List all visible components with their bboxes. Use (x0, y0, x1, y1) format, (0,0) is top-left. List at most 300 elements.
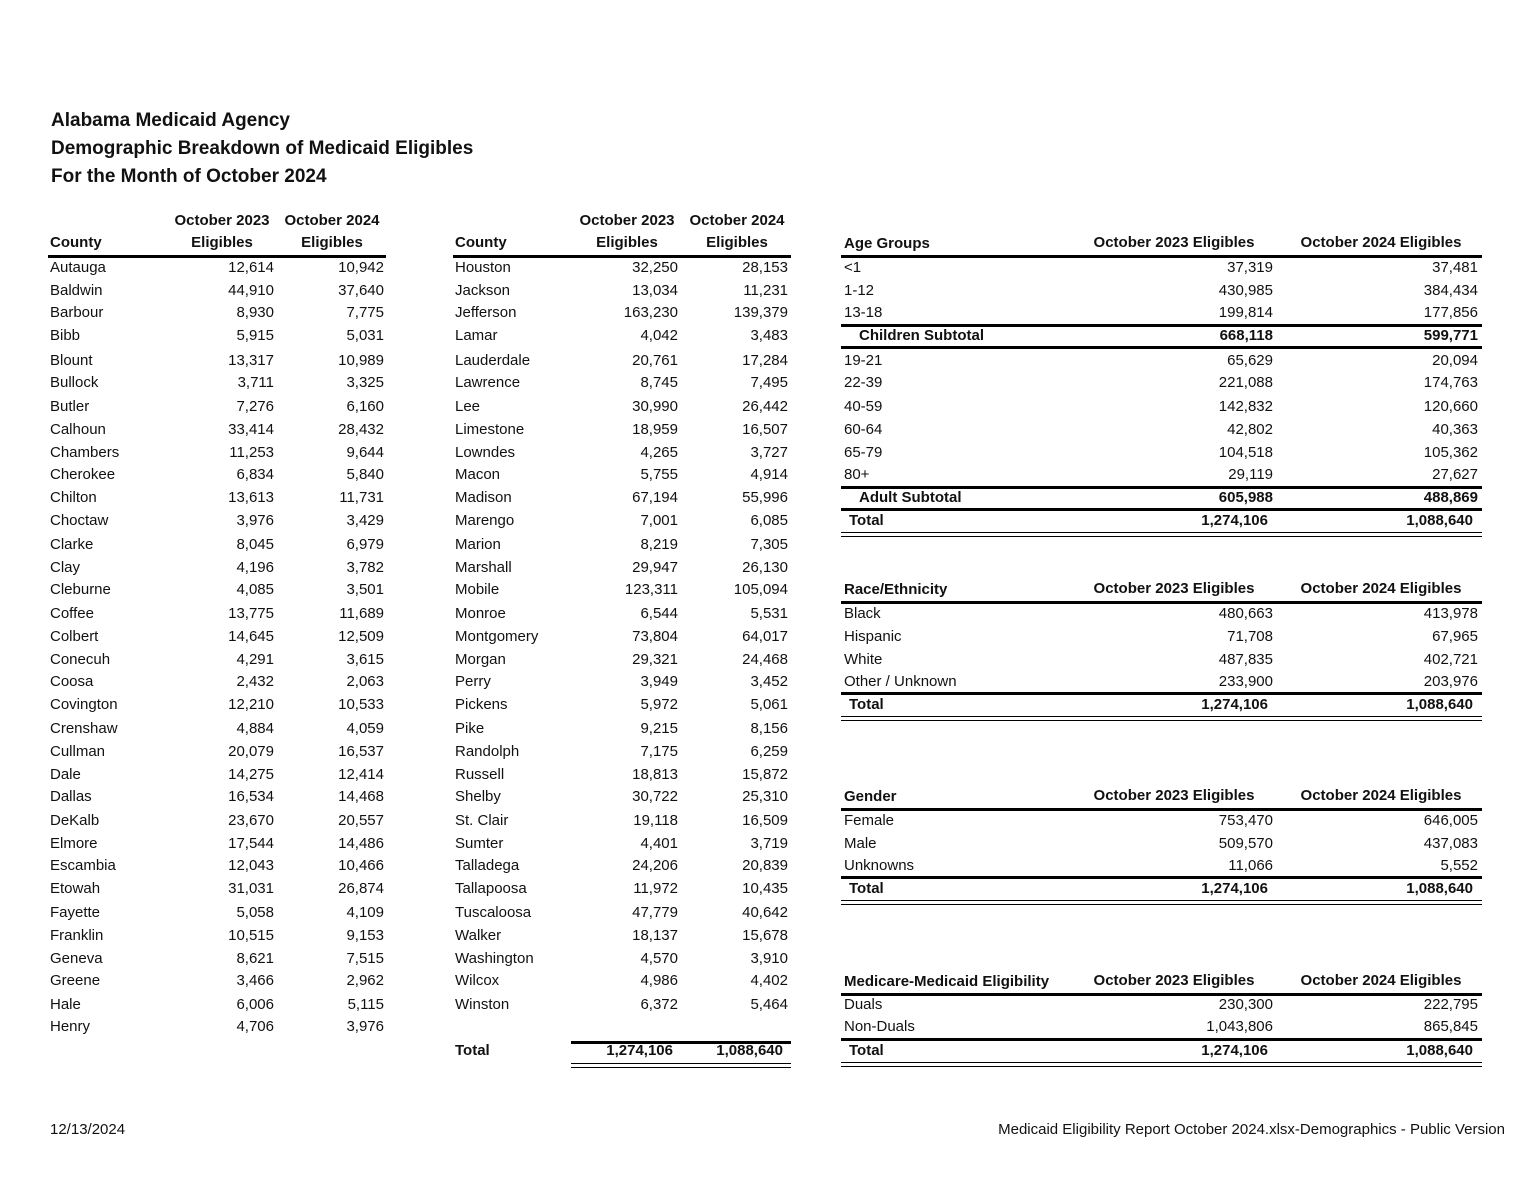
oct2023-value: 17,544 (228, 835, 274, 852)
oct2024-value: 12,414 (338, 766, 384, 783)
county-name: Lawrence (455, 374, 521, 391)
county-name: Wilcox (455, 972, 500, 989)
county-name: Tallapoosa (455, 880, 527, 897)
oct2023-value: 230,300 (1218, 996, 1273, 1013)
oct2023-value: 8,045 (236, 536, 274, 553)
table-row (0, 718, 800, 740)
oct2024-value: 437,083 (1423, 835, 1478, 852)
oct2024-value: 55,996 (742, 489, 788, 506)
table-row (0, 948, 800, 970)
agency-name: Alabama Medicaid Agency (51, 110, 290, 131)
oct2023-value: 13,613 (228, 489, 274, 506)
oct2023-value: 2,432 (236, 673, 274, 690)
row-label: Total (849, 696, 884, 713)
total-row (0, 510, 1536, 532)
row-label: Hispanic (844, 628, 902, 645)
oct2024-value: 5,840 (346, 466, 384, 483)
oct2024-value: 5,464 (750, 996, 788, 1013)
oct2023-value: 13,034 (632, 282, 678, 299)
oct2024-value: 646,005 (1423, 812, 1478, 829)
oct2024-value: 384,434 (1423, 282, 1478, 299)
county-name: Perry (455, 673, 491, 690)
county-name: Madison (455, 489, 512, 506)
county-name: Talladega (455, 857, 520, 874)
oct2023-value: 1,043,806 (1206, 1018, 1273, 1035)
row-label: Non-Duals (844, 1018, 915, 1035)
oct2023-value: 430,985 (1218, 282, 1273, 299)
county-name: Conecuh (50, 651, 111, 668)
oct2024-value: 20,557 (338, 812, 384, 829)
county-name: Crenshaw (50, 720, 118, 737)
oct2023-value: 7,001 (640, 512, 678, 529)
oct2023-value: 73,804 (632, 628, 678, 645)
report-subtitle: Demographic Breakdown of Medicaid Eligibles (51, 138, 474, 159)
oct2023-value: 4,291 (236, 651, 274, 668)
oct2024-value: 2,962 (346, 972, 384, 989)
oct2024-value: 4,402 (750, 972, 788, 989)
oct2023-value: 3,466 (236, 972, 274, 989)
oct2023-value: 12,614 (228, 259, 274, 276)
county-name: Geneva (50, 950, 103, 967)
table-row (0, 855, 1536, 877)
row-label: Total (849, 512, 884, 529)
county-name: Marshall (455, 559, 512, 576)
county-name: Elmore (50, 835, 98, 852)
row-label: Female (844, 812, 895, 829)
oct2024-value: 67,965 (1432, 628, 1478, 645)
oct2023-value: 29,119 (1228, 466, 1273, 483)
oct2023-header-right-1: October 2023 (579, 212, 675, 229)
oct2024-value: 7,495 (750, 374, 788, 391)
table-row (0, 764, 800, 786)
table-row (0, 902, 800, 924)
oct2024-value: 20,094 (1432, 352, 1478, 369)
oct2024-value: 28,432 (338, 421, 384, 438)
oct2024-value: 11,731 (339, 489, 384, 506)
oct2023-value: 3,976 (236, 512, 274, 529)
county-name: Lamar (455, 327, 498, 344)
table-row (0, 810, 1536, 832)
oct2024-value: 24,468 (742, 651, 788, 668)
total-double-rule (841, 532, 1482, 537)
table-row (0, 396, 1536, 418)
oct2023-value: 14,645 (228, 628, 274, 645)
county-name: Pike (455, 720, 485, 737)
row-label: Total (849, 880, 884, 897)
table-row (0, 372, 1536, 394)
oct2023-value: 8,745 (640, 374, 678, 391)
oct2023-value: 12,043 (228, 857, 274, 874)
oct2024-value: 11,231 (743, 282, 788, 299)
oct2024-value: 37,640 (338, 282, 384, 299)
oct2024-value: 3,429 (346, 512, 384, 529)
oct2024-value: 402,721 (1423, 651, 1478, 668)
oct2024-value: 177,856 (1423, 304, 1478, 321)
oct2023-value: 71,708 (1227, 628, 1273, 645)
table-row (0, 280, 1536, 302)
row-label: 1-12 (844, 282, 875, 299)
oct2023-value: 1,274,106 (1201, 512, 1268, 529)
total-row (0, 878, 1536, 900)
row-label: 60-64 (844, 421, 883, 438)
county-name: Russell (455, 766, 505, 783)
oct2024-value: 203,976 (1423, 673, 1478, 690)
county-name: Chilton (50, 489, 97, 506)
oct2023-value: 5,755 (640, 466, 678, 483)
oct2023-value: 1,274,106 (1201, 1042, 1268, 1059)
county-name: Lauderdale (455, 352, 531, 369)
row-label: 40-59 (844, 398, 883, 415)
oct2024-value: 5,531 (750, 605, 788, 622)
oct2024-value: 15,678 (742, 927, 788, 944)
oct2024-value: 6,085 (750, 512, 788, 529)
total-row (0, 1040, 1536, 1062)
oct2023-value: 668,118 (1219, 327, 1273, 344)
oct2023-value: 44,910 (228, 282, 274, 299)
oct2024-value: 16,507 (742, 421, 788, 438)
oct2024-value: 120,660 (1423, 398, 1478, 415)
oct2024-value: 865,845 (1423, 1018, 1478, 1035)
oct2024-value: 64,017 (742, 628, 788, 645)
oct2024-col-header: October 2024 Eligibles (1300, 787, 1462, 804)
county-name: Macon (455, 466, 501, 483)
oct2023-value: 8,930 (236, 304, 274, 321)
oct2024-value: 105,362 (1423, 444, 1478, 461)
oct2024-value: 9,153 (346, 927, 384, 944)
oct2024-value: 37,481 (1432, 259, 1478, 276)
oct2023-value: 4,265 (640, 444, 678, 461)
oct2023-value: 605,988 (1218, 489, 1273, 506)
oct2024-header-right-1: October 2024 (689, 212, 785, 229)
oct2023-value: 16,534 (228, 788, 274, 805)
total-double-rule (841, 716, 1482, 721)
gender-header: Gender (844, 788, 897, 805)
oct2023-value: 37,319 (1227, 259, 1273, 276)
table-row (0, 626, 1536, 648)
footer-source: Medicaid Eligibility Report October 2024.xlsx-Demographics - Public Version (998, 1121, 1505, 1138)
oct2024-value: 10,466 (338, 857, 384, 874)
oct2024-value: 14,468 (338, 788, 384, 805)
oct2023-value: 67,194 (632, 489, 678, 506)
oct2023-value: 480,663 (1218, 605, 1273, 622)
table-row (0, 442, 1536, 464)
table-row (0, 671, 1536, 693)
table-row (0, 970, 800, 992)
oct2023-value: 487,835 (1218, 651, 1273, 668)
oct2023-value: 18,813 (632, 766, 678, 783)
oct2024-value: 6,979 (346, 536, 384, 553)
county-name: Limestone (455, 421, 525, 438)
oct2024-value: 5,031 (346, 327, 384, 344)
oct2024-col-header: October 2024 Eligibles (1300, 580, 1462, 597)
county-name: Jefferson (455, 304, 517, 321)
oct2023-value: 5,972 (640, 696, 678, 713)
county-name: Lee (455, 398, 481, 415)
oct2024-value: 10,533 (338, 696, 384, 713)
oct2023-value: 6,372 (640, 996, 678, 1013)
oct2023-value: 42,802 (1227, 421, 1273, 438)
oct2024-value: 16,509 (742, 812, 788, 829)
oct2024-value: 7,515 (346, 950, 384, 967)
oct2024-col-header: October 2024 Eligibles (1300, 972, 1462, 989)
county-name: Escambia (50, 857, 116, 874)
oct2024-value: 26,874 (338, 880, 384, 897)
oct2023-value: 14,275 (228, 766, 274, 783)
oct2024-value: 12,509 (338, 628, 384, 645)
oct2023-value: 8,219 (640, 536, 678, 553)
oct2023-value: 509,570 (1218, 835, 1273, 852)
county-name: Winston (455, 996, 510, 1013)
oct2023-header-right-2: Eligibles (596, 234, 658, 251)
oct2023-value: 32,250 (632, 259, 678, 276)
oct2023-value: 11,066 (1228, 857, 1273, 874)
oct2024-value: 5,061 (750, 696, 788, 713)
county-name: Sumter (455, 835, 504, 852)
report-title (51, 107, 473, 191)
oct2024-value: 8,156 (750, 720, 788, 737)
oct2023-value: 19,118 (633, 812, 678, 829)
oct2023-value: 65,629 (1227, 352, 1273, 369)
oct2023-value: 20,079 (228, 743, 274, 760)
county-name: Marengo (455, 512, 515, 529)
oct2023-value: 3,949 (640, 673, 678, 690)
table-row (0, 557, 800, 579)
oct2023-value: 11,253 (229, 444, 274, 461)
county-name: Bibb (50, 327, 81, 344)
county-name: Calhoun (50, 421, 106, 438)
county-name: Mobile (455, 581, 500, 598)
county-name: Shelby (455, 788, 501, 805)
table-row (0, 603, 1536, 625)
table-row (0, 833, 1536, 855)
oct2023-value: 6,544 (640, 605, 678, 622)
children-subtotal-row (0, 325, 1536, 347)
table-row (0, 925, 800, 947)
row-label: White (844, 651, 883, 668)
oct2024-value: 40,363 (1432, 421, 1478, 438)
oct2024-value: 40,642 (742, 904, 788, 921)
oct2024-value: 10,989 (338, 352, 384, 369)
oct2024-header-left-1: October 2024 (284, 212, 380, 229)
oct2023-value: 233,900 (1218, 673, 1273, 690)
county-name: Greene (50, 972, 101, 989)
oct2024-value: 139,379 (733, 304, 788, 321)
county-name: Lowndes (455, 444, 516, 461)
oct2024-value: 6,259 (750, 743, 788, 760)
county-header-left: County (50, 234, 102, 251)
oct2024-value: 4,109 (346, 904, 384, 921)
county-name: Franklin (50, 927, 104, 944)
oct2023-value: 199,814 (1218, 304, 1273, 321)
oct2023-value: 29,947 (632, 559, 678, 576)
oct2024-header-left-2: Eligibles (301, 234, 363, 251)
oct2023-col-header: October 2023 Eligibles (1093, 787, 1255, 804)
adult-subtotal-row (0, 487, 1536, 509)
oct2023-value: 7,276 (236, 398, 274, 415)
oct2023-value: 4,401 (640, 835, 678, 852)
oct2023-value: 11,972 (633, 880, 678, 897)
oct2023-value: 5,058 (236, 904, 274, 921)
oct2024-value: 1,088,640 (1406, 696, 1473, 713)
table-row (0, 350, 1536, 372)
oct2023-value: 4,042 (640, 327, 678, 344)
oct2024-value: 488,869 (1423, 489, 1478, 506)
county-name: Dale (50, 766, 81, 783)
oct2024-value: 2,063 (346, 673, 384, 690)
oct2024-value: 27,627 (1432, 466, 1478, 483)
oct2023-value: 12,210 (228, 696, 274, 713)
total-double-rule (841, 900, 1482, 905)
oct2023-value: 29,321 (632, 651, 678, 668)
oct2024-value: 10,942 (338, 259, 384, 276)
row-label: 65-79 (844, 444, 883, 461)
oct2023-value: 6,006 (236, 996, 274, 1013)
table-row (0, 741, 800, 763)
oct2024-value: 3,727 (750, 444, 788, 461)
county-name: Clarke (50, 536, 94, 553)
oct2023-col-header: October 2023 Eligibles (1093, 972, 1255, 989)
county-total-oct2024: 1,088,640 (716, 1042, 783, 1059)
oct2024-value: 413,978 (1423, 605, 1478, 622)
county-name: Tuscaloosa (455, 904, 532, 921)
oct2023-value: 30,722 (632, 788, 678, 805)
table-row (0, 302, 1536, 324)
county-name: Henry (50, 1018, 91, 1035)
table-row (0, 534, 800, 556)
table-row (0, 649, 1536, 671)
county-total-double-rule (571, 1063, 791, 1068)
footer-date: 12/13/2024 (50, 1121, 126, 1138)
row-label: 19-21 (844, 352, 883, 369)
oct2024-value: 4,914 (750, 466, 788, 483)
county-name: Fayette (50, 904, 101, 921)
county-name: Covington (50, 696, 118, 713)
row-label: Black (844, 605, 881, 622)
county-name: Montgomery (455, 628, 539, 645)
oct2024-header-right-2: Eligibles (706, 234, 768, 251)
oct2023-value: 221,088 (1218, 374, 1273, 391)
oct2024-value: 26,130 (742, 559, 788, 576)
county-name: St. Clair (455, 812, 509, 829)
oct2024-value: 3,976 (346, 1018, 384, 1035)
oct2024-value: 3,719 (750, 835, 788, 852)
row-label: Duals (844, 996, 883, 1013)
total-double-rule (841, 1062, 1482, 1067)
county-name: Blount (50, 352, 93, 369)
oct2023-value: 1,274,106 (1201, 696, 1268, 713)
oct2024-value: 105,094 (733, 581, 788, 598)
county-total-oct2023: 1,274,106 (606, 1042, 673, 1059)
row-label: 80+ (844, 466, 870, 483)
county-name: Dallas (50, 788, 92, 805)
oct2024-value: 20,839 (742, 857, 788, 874)
oct2024-value: 3,615 (346, 651, 384, 668)
oct2023-value: 4,570 (640, 950, 678, 967)
row-label: Adult Subtotal (859, 489, 962, 506)
oct2024-value: 10,435 (742, 880, 788, 897)
oct2023-value: 9,215 (640, 720, 678, 737)
oct2024-value: 5,115 (347, 996, 384, 1013)
county-name: Marion (455, 536, 501, 553)
county-total-label: Total (455, 1042, 490, 1059)
oct2023-value: 20,761 (632, 352, 678, 369)
county-name: Chambers (50, 444, 120, 461)
county-name: Coosa (50, 673, 94, 690)
county-name: Washington (455, 950, 534, 967)
oct2023-value: 47,779 (632, 904, 678, 921)
oct2023-header-left-2: Eligibles (191, 234, 253, 251)
row-label: 13-18 (844, 304, 883, 321)
county-name: Baldwin (50, 282, 103, 299)
report-period: For the Month of October 2024 (51, 166, 327, 187)
oct2024-value: 26,442 (742, 398, 788, 415)
oct2023-value: 4,196 (236, 559, 274, 576)
county-name: Cherokee (50, 466, 116, 483)
oct2023-value: 4,085 (236, 581, 274, 598)
oct2023-value: 7,175 (640, 743, 678, 760)
medicare-medicaid-header: Medicare-Medicaid Eligibility (844, 973, 1050, 990)
county-name: Clay (50, 559, 81, 576)
county-name: Choctaw (50, 512, 109, 529)
table-row (0, 994, 1536, 1016)
oct2024-value: 3,325 (346, 374, 384, 391)
total-row (0, 694, 1536, 716)
oct2023-value: 4,986 (640, 972, 678, 989)
county-name: Autauga (50, 259, 106, 276)
table-row (0, 1016, 1536, 1038)
oct2023-value: 104,518 (1218, 444, 1273, 461)
table-row (0, 419, 1536, 441)
oct2023-value: 30,990 (632, 398, 678, 415)
oct2023-value: 31,031 (228, 880, 274, 897)
oct2024-value: 599,771 (1423, 327, 1478, 344)
row-label: 22-39 (844, 374, 883, 391)
county-name: Jackson (455, 282, 511, 299)
oct2023-value: 4,706 (236, 1018, 274, 1035)
oct2024-value: 4,059 (346, 720, 384, 737)
county-header-right: County (455, 234, 507, 251)
oct2023-value: 753,470 (1218, 812, 1273, 829)
oct2023-value: 3,711 (237, 374, 274, 391)
row-label: Unknowns (844, 857, 915, 874)
oct2024-value: 15,872 (742, 766, 788, 783)
oct2024-value: 16,537 (338, 743, 384, 760)
oct2024-value: 1,088,640 (1406, 1042, 1473, 1059)
oct2023-value: 4,884 (236, 720, 274, 737)
subtotal-rule (841, 346, 1482, 349)
oct2023-value: 24,206 (632, 857, 678, 874)
oct2024-value: 14,486 (338, 835, 384, 852)
oct2023-value: 163,230 (623, 304, 678, 321)
oct2023-col-header: October 2023 Eligibles (1093, 234, 1255, 251)
oct2024-value: 6,160 (346, 398, 384, 415)
table-row (0, 464, 1536, 486)
row-label: <1 (844, 259, 862, 276)
oct2023-value: 8,621 (236, 950, 274, 967)
row-label: Other / Unknown (844, 673, 957, 690)
row-label: Children Subtotal (859, 327, 984, 344)
oct2024-value: 1,088,640 (1406, 512, 1473, 529)
oct2024-value: 3,782 (346, 559, 384, 576)
county-name: Cleburne (50, 581, 111, 598)
county-name: Monroe (455, 605, 506, 622)
oct2023-value: 123,311 (624, 581, 678, 598)
oct2024-value: 3,483 (750, 327, 788, 344)
county-name: Cullman (50, 743, 106, 760)
county-name: Etowah (50, 880, 101, 897)
oct2023-value: 10,515 (228, 927, 274, 944)
oct2023-header-left-1: October 2023 (174, 212, 270, 229)
